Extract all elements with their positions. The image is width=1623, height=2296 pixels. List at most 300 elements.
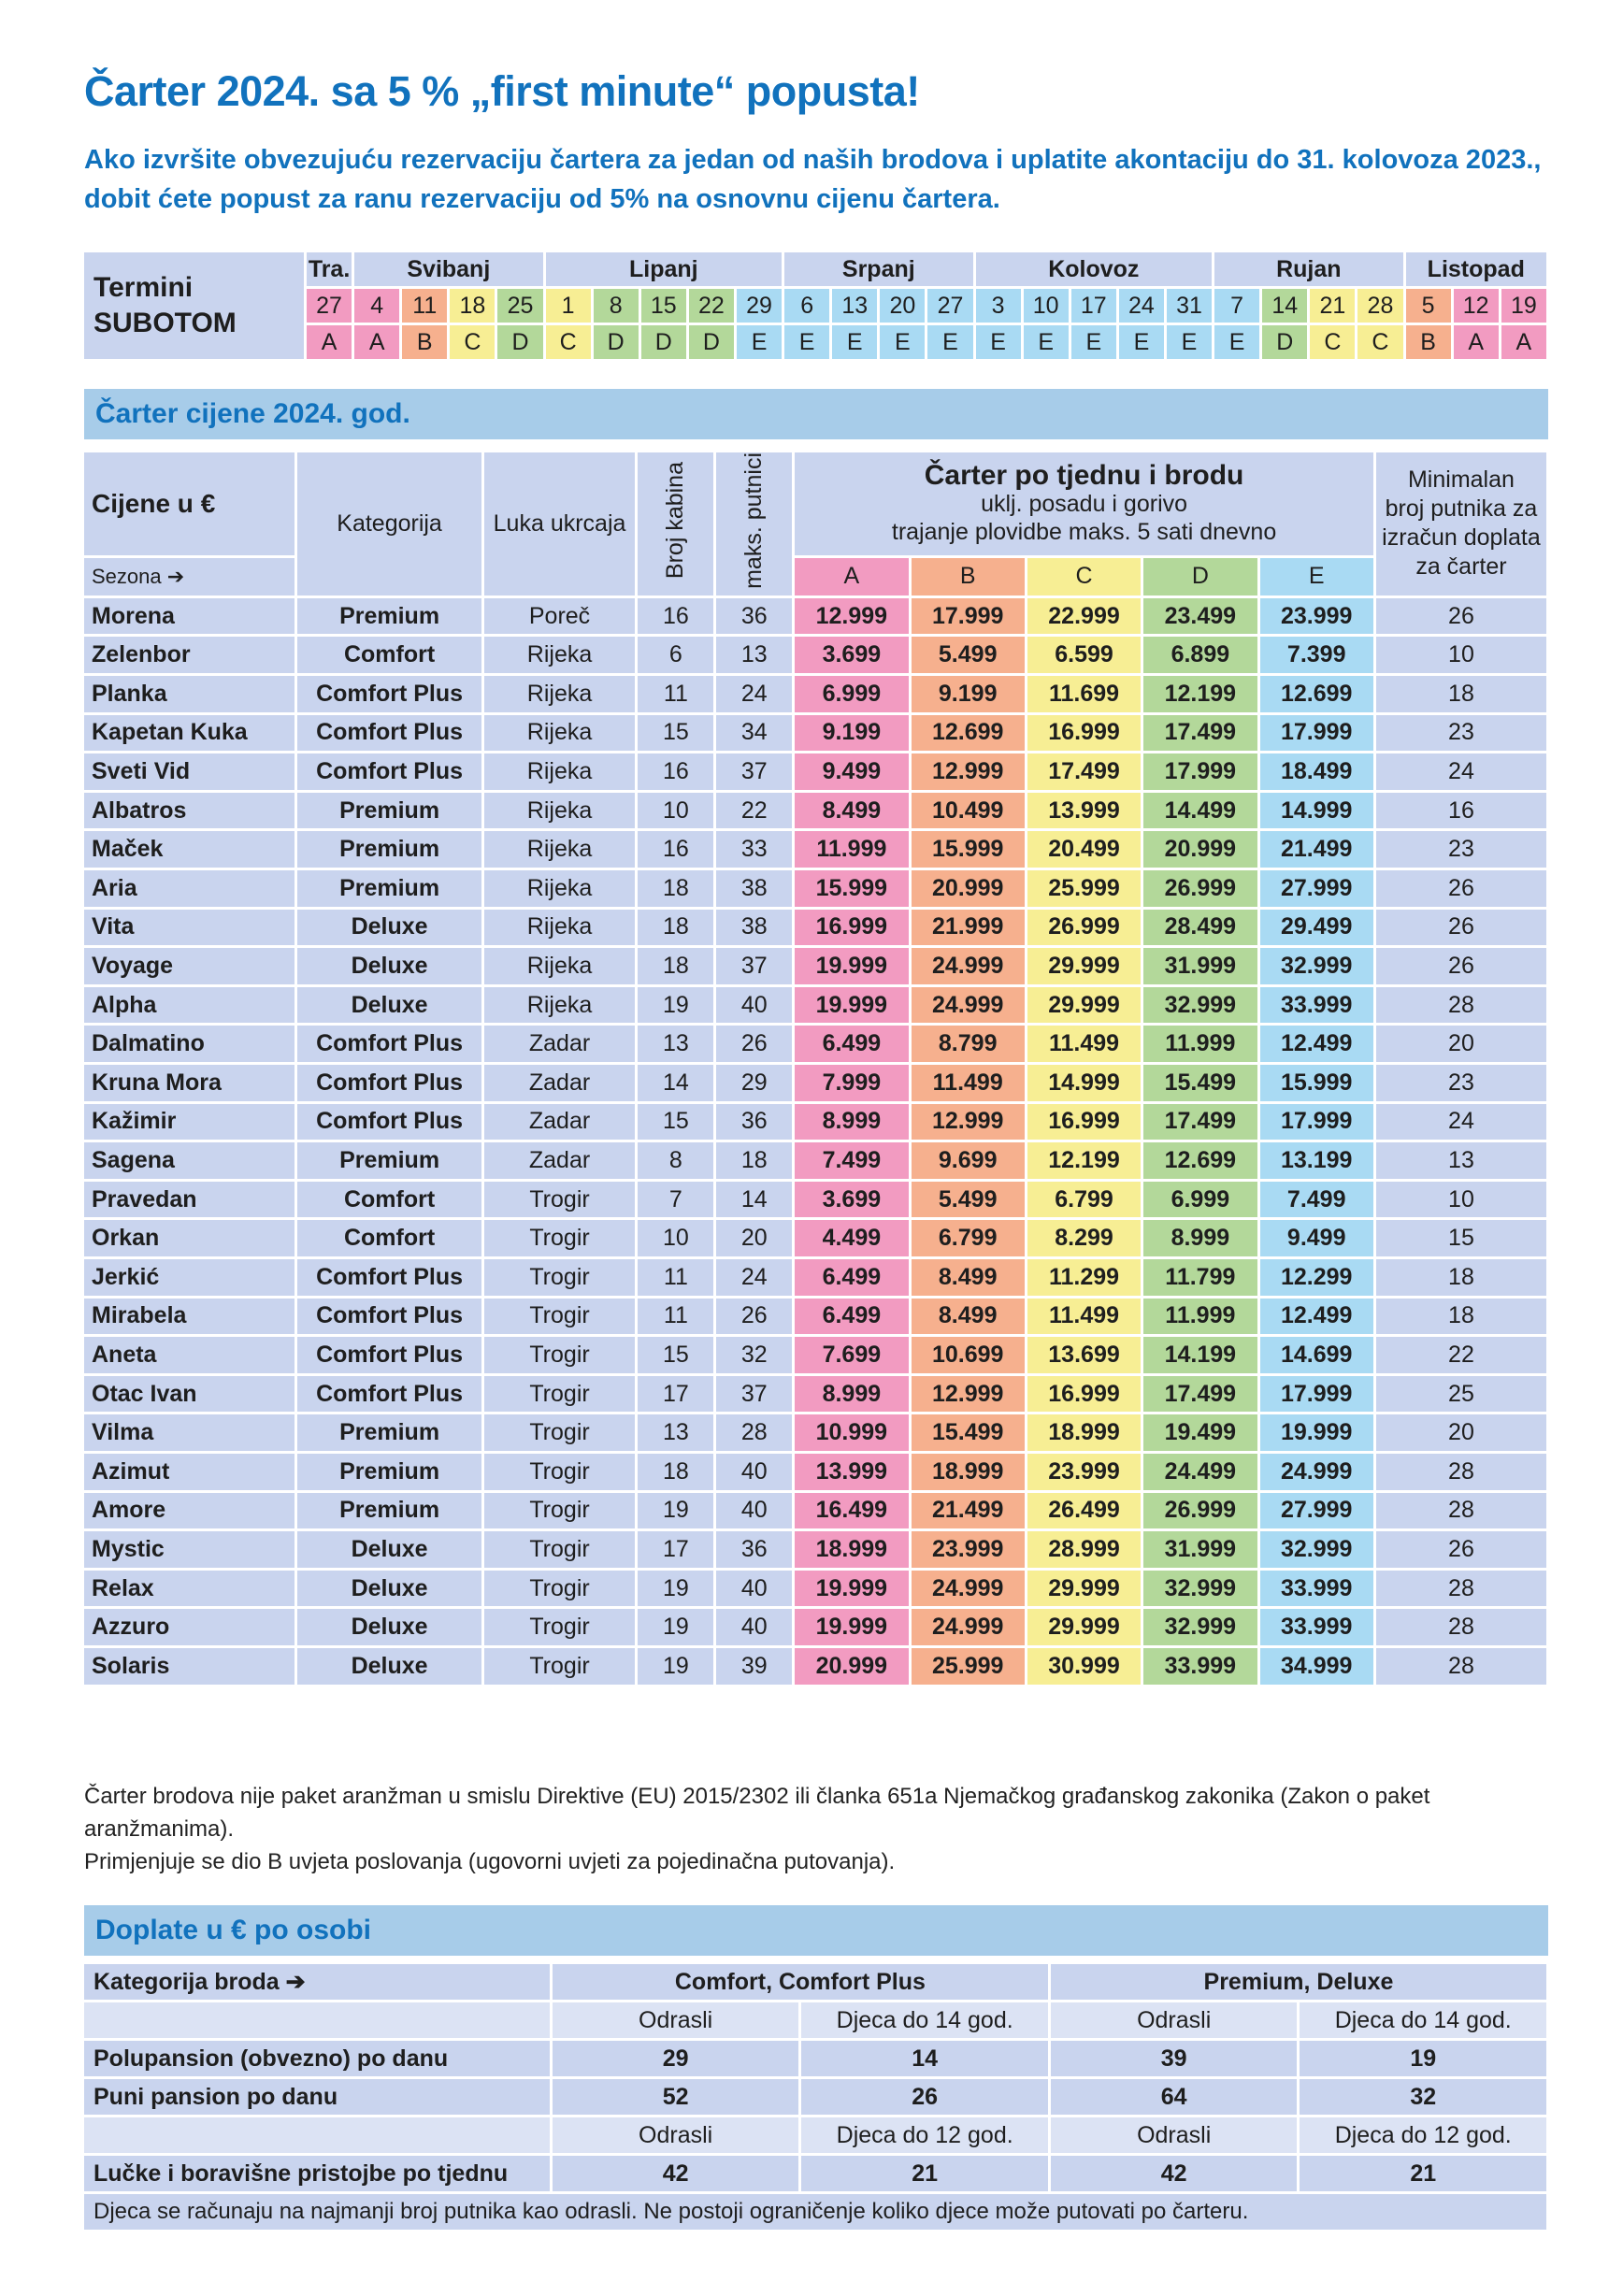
schedule-date: 15	[641, 289, 686, 323]
price-season-b: 6.799	[912, 1220, 1025, 1256]
boat-cabins: 8	[638, 1142, 713, 1179]
boat-port: Rijeka	[484, 793, 636, 829]
min-line1: Minimalan	[1407, 466, 1515, 494]
table-row	[84, 1337, 1546, 1373]
table-row	[84, 793, 1546, 829]
schedule-season: B	[402, 325, 447, 359]
boat-max-passengers: 40	[716, 1454, 792, 1490]
boat-max-passengers: 22	[716, 793, 792, 829]
price-season-a: 10.999	[795, 1414, 908, 1451]
boat-max-passengers: 36	[716, 1104, 792, 1141]
schedule-date: 13	[832, 289, 877, 323]
price-season-a: 15.999	[795, 870, 908, 907]
price-season-c: 11.699	[1027, 676, 1141, 712]
price-season-a: 20.999	[795, 1648, 908, 1685]
boat-cabins: 10	[638, 793, 713, 829]
boat-cabins: 18	[638, 948, 713, 984]
schedule-season: C	[1310, 325, 1355, 359]
price-season-e: 32.999	[1260, 1531, 1373, 1568]
boat-cabins: 16	[638, 753, 713, 790]
price-season-d: 12.199	[1143, 676, 1257, 712]
kabine-header: Broj kabina	[638, 452, 713, 596]
price-season-a: 6.499	[795, 1026, 908, 1062]
price-season-c: 18.999	[1027, 1414, 1141, 1451]
boat-min-passengers: 18	[1376, 1259, 1546, 1296]
boat-max-passengers: 28	[716, 1414, 792, 1451]
price-season-b: 24.999	[912, 948, 1025, 984]
schedule-date: 8	[594, 289, 639, 323]
price-season-a: 12.999	[795, 598, 908, 635]
table-row	[84, 1259, 1546, 1296]
boat-cabins: 18	[638, 910, 713, 946]
schedule-season: E	[976, 325, 1021, 359]
price-season-e: 12.299	[1260, 1259, 1373, 1296]
price-season-b: 17.999	[912, 598, 1025, 635]
boat-port: Zadar	[484, 1026, 636, 1062]
price-season-a: 18.999	[795, 1531, 908, 1568]
boat-cabins: 10	[638, 1220, 713, 1256]
price-season-e: 18.499	[1260, 753, 1373, 790]
boat-max-passengers: 40	[716, 1571, 792, 1607]
boat-category: Comfort	[297, 1182, 481, 1218]
price-season-b: 8.499	[912, 1259, 1025, 1296]
season-header-a: A	[795, 558, 908, 596]
boat-max-passengers: 26	[716, 1026, 792, 1062]
boat-category: Premium	[297, 1142, 481, 1179]
boat-category: Deluxe	[297, 987, 481, 1024]
schedule-season: C	[450, 325, 495, 359]
price-season-a: 3.699	[795, 1182, 908, 1218]
boat-max-passengers: 24	[716, 1259, 792, 1296]
price-season-d: 14.199	[1143, 1337, 1257, 1373]
schedule-date: 19	[1501, 289, 1546, 323]
price-season-b: 8.799	[912, 1026, 1025, 1062]
price-season-e: 12.499	[1260, 1299, 1373, 1335]
luka-header: Luka ukrcaja	[484, 452, 636, 596]
boat-port: Trogir	[484, 1648, 636, 1685]
boat-max-passengers: 40	[716, 987, 792, 1024]
table-row	[84, 753, 1546, 790]
boat-min-passengers: 15	[1376, 1220, 1546, 1256]
termini-line1: Termini	[93, 272, 194, 303]
price-season-d: 8.999	[1143, 1220, 1257, 1256]
price-season-c: 16.999	[1027, 1376, 1141, 1413]
boat-name: Orkan	[84, 1220, 294, 1256]
price-season-c: 20.499	[1027, 831, 1141, 868]
schedule-date: 31	[1167, 289, 1212, 323]
price-season-d: 17.499	[1143, 1376, 1257, 1413]
price-season-a: 8.499	[795, 793, 908, 829]
boat-category: Comfort Plus	[297, 1065, 481, 1101]
boat-port: Rijeka	[484, 676, 636, 712]
price-season-b: 25.999	[912, 1648, 1025, 1685]
schedule-season: A	[1501, 325, 1546, 359]
boat-cabins: 16	[638, 598, 713, 635]
table-row	[84, 1376, 1546, 1413]
table-row	[84, 676, 1546, 712]
boat-cabins: 19	[638, 1571, 713, 1607]
price-season-e: 27.999	[1260, 1493, 1373, 1529]
schedule-season: E	[880, 325, 925, 359]
price-season-b: 15.499	[912, 1414, 1025, 1451]
month-header: Srpanj	[784, 252, 972, 286]
price-season-b: 12.999	[912, 1104, 1025, 1141]
price-season-c: 13.999	[1027, 793, 1141, 829]
table-row	[84, 948, 1546, 984]
schedule-date: 27	[307, 289, 352, 323]
price-season-d: 26.999	[1143, 870, 1257, 907]
boat-name: Zelenbor	[84, 637, 294, 673]
price-season-d: 6.999	[1143, 1182, 1257, 1218]
table-row	[84, 1531, 1546, 1568]
price-season-d: 26.999	[1143, 1493, 1257, 1529]
sub-header: Odrasli	[1051, 2117, 1298, 2153]
price-season-a: 6.499	[795, 1299, 908, 1335]
price-season-c: 30.999	[1027, 1648, 1141, 1685]
legal-note-line1: Čarter brodova nije paket aranžman u smislu Direktive (EU) 2015/2302 ili članka 651a Njemačkog građanskog zakonika (Zakon o paket aranžmanima).	[84, 1784, 1430, 1842]
price-season-e: 9.499	[1260, 1220, 1373, 1256]
boat-name: Kapetan Kuka	[84, 715, 294, 752]
price-season-e: 32.999	[1260, 948, 1373, 984]
price-season-a: 6.499	[795, 1259, 908, 1296]
boat-max-passengers: 36	[716, 1531, 792, 1568]
boat-max-passengers: 36	[716, 598, 792, 635]
price-season-a: 16.499	[795, 1493, 908, 1529]
schedule-season: E	[1119, 325, 1164, 359]
price-season-b: 10.699	[912, 1337, 1025, 1373]
charter-sub1: uklj. posadu i gorivo	[981, 490, 1188, 517]
boat-category: Premium	[297, 598, 481, 635]
table-row	[84, 1414, 1546, 1451]
price-season-b: 9.699	[912, 1142, 1025, 1179]
boat-category: Comfort Plus	[297, 1299, 481, 1335]
price-season-b: 5.499	[912, 637, 1025, 673]
empty-cell	[84, 2002, 550, 2038]
price-season-d: 28.499	[1143, 910, 1257, 946]
boat-port: Rijeka	[484, 715, 636, 752]
price-season-e: 17.999	[1260, 1104, 1373, 1141]
boat-cabins: 6	[638, 637, 713, 673]
extras-section-title: Doplate u € po osobi	[84, 1905, 1548, 1956]
boat-category: Comfort Plus	[297, 715, 481, 752]
price-season-c: 6.599	[1027, 637, 1141, 673]
intro-text: Ako izvršite obvezujuću rezervaciju čartera za jedan od naših brodova i uplatite akontaciju do 31. kolovoza 2023., dobit ćete popust za ranu rezervaciju od 5% na osnovnu cijenu čartera.	[84, 145, 1542, 214]
price-season-a: 11.999	[795, 831, 908, 868]
price-season-d: 19.499	[1143, 1414, 1257, 1451]
boat-port: Trogir	[484, 1414, 636, 1451]
sub-header: Odrasli	[553, 2117, 799, 2153]
price-season-d: 11.799	[1143, 1259, 1257, 1296]
boat-category: Comfort	[297, 637, 481, 673]
price-season-b: 12.699	[912, 715, 1025, 752]
schedule-season: E	[737, 325, 782, 359]
boat-cabins: 15	[638, 1337, 713, 1373]
boat-name: Azzuro	[84, 1609, 294, 1645]
schedule-date: 18	[450, 289, 495, 323]
boat-min-passengers: 23	[1376, 831, 1546, 868]
price-season-d: 23.499	[1143, 598, 1257, 635]
price-season-c: 16.999	[1027, 1104, 1141, 1141]
price-season-b: 9.199	[912, 676, 1025, 712]
price-season-a: 3.699	[795, 637, 908, 673]
table-row	[84, 831, 1546, 868]
schedule-date: 28	[1357, 289, 1402, 323]
price-season-c: 29.999	[1027, 987, 1141, 1024]
table-row	[84, 1648, 1546, 1685]
price-season-a: 9.499	[795, 753, 908, 790]
sezona-header: Sezona ➔	[84, 558, 294, 596]
price-season-b: 8.499	[912, 1299, 1025, 1335]
extras-table	[81, 1961, 1549, 2232]
boat-name: Mystic	[84, 1531, 294, 1568]
boat-name: Aria	[84, 870, 294, 907]
boat-cabins: 18	[638, 870, 713, 907]
price-season-e: 7.499	[1260, 1182, 1373, 1218]
boat-category: Deluxe	[297, 1531, 481, 1568]
legal-note	[84, 1780, 1552, 1878]
sub-header: Djeca do 14 god.	[801, 2002, 1048, 2038]
season-header-d: D	[1143, 558, 1257, 596]
boat-min-passengers: 22	[1376, 1337, 1546, 1373]
price-season-c: 8.299	[1027, 1220, 1141, 1256]
boat-min-passengers: 28	[1376, 1454, 1546, 1490]
termini-line2: SUBOTOM	[93, 308, 237, 338]
putnici-header: maks. putnici	[716, 452, 792, 596]
half-board-value: 19	[1300, 2041, 1546, 2076]
price-season-d: 11.999	[1143, 1299, 1257, 1335]
boat-port: Trogir	[484, 1454, 636, 1490]
price-season-b: 21.999	[912, 910, 1025, 946]
boat-port: Trogir	[484, 1259, 636, 1296]
boat-category: Premium	[297, 793, 481, 829]
sub-header: Djeca do 12 god.	[1300, 2117, 1546, 2153]
price-season-d: 32.999	[1143, 1609, 1257, 1645]
boat-min-passengers: 24	[1376, 753, 1546, 790]
schedule-date: 11	[402, 289, 447, 323]
boat-min-passengers: 28	[1376, 987, 1546, 1024]
price-season-a: 8.999	[795, 1376, 908, 1413]
price-season-d: 15.499	[1143, 1065, 1257, 1101]
termini-label	[84, 252, 304, 359]
kategorija-header: Kategorija	[297, 452, 481, 596]
boat-port: Rijeka	[484, 987, 636, 1024]
price-season-b: 24.999	[912, 1571, 1025, 1607]
price-season-a: 8.999	[795, 1104, 908, 1141]
boat-port: Trogir	[484, 1531, 636, 1568]
boat-cabins: 16	[638, 831, 713, 868]
fees-value: 42	[553, 2156, 799, 2191]
boat-name: Morena	[84, 598, 294, 635]
table-row	[84, 598, 1546, 635]
month-header: Rujan	[1214, 252, 1402, 286]
schedule-date: 6	[784, 289, 829, 323]
price-season-e: 13.199	[1260, 1142, 1373, 1179]
boat-name: Amore	[84, 1493, 294, 1529]
price-season-c: 26.999	[1027, 910, 1141, 946]
boat-min-passengers: 13	[1376, 1142, 1546, 1179]
price-season-e: 14.699	[1260, 1337, 1373, 1373]
price-season-e: 33.999	[1260, 1609, 1373, 1645]
fees-label: Lučke i boravišne pristojbe po tjednu	[84, 2156, 550, 2191]
price-season-c: 28.999	[1027, 1531, 1141, 1568]
boat-min-passengers: 20	[1376, 1414, 1546, 1451]
schedule-date: 7	[1214, 289, 1259, 323]
schedule-date: 29	[737, 289, 782, 323]
schedule-season: B	[1406, 325, 1451, 359]
schedule-season: E	[784, 325, 829, 359]
schedule-table	[81, 250, 1549, 362]
schedule-date: 27	[927, 289, 972, 323]
table-row	[84, 1571, 1546, 1607]
charter-header	[795, 452, 1373, 555]
boat-max-passengers: 37	[716, 948, 792, 984]
price-season-c: 11.499	[1027, 1299, 1141, 1335]
boat-max-passengers: 37	[716, 1376, 792, 1413]
boat-min-passengers: 28	[1376, 1609, 1546, 1645]
price-season-e: 27.999	[1260, 870, 1373, 907]
boat-cabins: 11	[638, 676, 713, 712]
schedule-season: E	[1214, 325, 1259, 359]
price-season-b: 21.499	[912, 1493, 1025, 1529]
boat-category: Deluxe	[297, 910, 481, 946]
schedule-date: 5	[1406, 289, 1451, 323]
price-season-c: 25.999	[1027, 870, 1141, 907]
price-season-a: 7.999	[795, 1065, 908, 1101]
schedule-season: C	[546, 325, 591, 359]
table-row	[84, 1104, 1546, 1141]
price-season-c: 29.999	[1027, 948, 1141, 984]
charter-title: Čarter po tjednu i brodu	[924, 459, 1244, 491]
boat-cabins: 15	[638, 1104, 713, 1141]
schedule-date: 3	[976, 289, 1021, 323]
boat-port: Trogir	[484, 1299, 636, 1335]
boat-min-passengers: 23	[1376, 715, 1546, 752]
table-row	[84, 1493, 1546, 1529]
price-season-d: 24.499	[1143, 1454, 1257, 1490]
price-season-e: 17.999	[1260, 1376, 1373, 1413]
price-season-e: 17.999	[1260, 715, 1373, 752]
boat-max-passengers: 34	[716, 715, 792, 752]
boat-name: Sveti Vid	[84, 753, 294, 790]
price-season-b: 23.999	[912, 1531, 1025, 1568]
schedule-date: 12	[1454, 289, 1499, 323]
schedule-season: E	[1071, 325, 1116, 359]
page-title: Čarter 2024. sa 5 % „first minute“ popusta!	[84, 67, 920, 115]
boat-name: Solaris	[84, 1648, 294, 1685]
legal-note-line2: Primjenjuje se dio B uvjeta poslovanja (ugovorni uvjeti za pojedinačna putovanja).	[84, 1849, 896, 1874]
boat-max-passengers: 20	[716, 1220, 792, 1256]
boat-max-passengers: 14	[716, 1182, 792, 1218]
boat-name: Planka	[84, 676, 294, 712]
boat-port: Trogir	[484, 1609, 636, 1645]
price-season-d: 17.499	[1143, 715, 1257, 752]
boat-port: Poreč	[484, 598, 636, 635]
group-premium: Premium, Deluxe	[1051, 1964, 1546, 2000]
sub-header: Djeca do 14 god.	[1300, 2002, 1546, 2038]
price-season-e: 23.999	[1260, 598, 1373, 635]
boat-category: Comfort Plus	[297, 676, 481, 712]
schedule-date: 24	[1119, 289, 1164, 323]
table-row	[84, 987, 1546, 1024]
season-header-b: B	[912, 558, 1025, 596]
boat-max-passengers: 24	[716, 676, 792, 712]
price-season-a: 9.199	[795, 715, 908, 752]
boat-max-passengers: 29	[716, 1065, 792, 1101]
min-line2: broj putnika za	[1385, 495, 1538, 523]
boat-min-passengers: 23	[1376, 1065, 1546, 1101]
extras-footnote: Djeca se računaju na najmanji broj putnika kao odrasli. Ne postoji ograničenje koliko djece može putovati po čarteru.	[84, 2194, 1546, 2230]
price-season-a: 19.999	[795, 1609, 908, 1645]
boat-category: Deluxe	[297, 1648, 481, 1685]
boat-name: Vilma	[84, 1414, 294, 1451]
price-season-e: 15.999	[1260, 1065, 1373, 1101]
schedule-date: 1	[546, 289, 591, 323]
price-season-c: 17.499	[1027, 753, 1141, 790]
boat-min-passengers: 28	[1376, 1493, 1546, 1529]
schedule-date: 22	[689, 289, 734, 323]
price-season-c: 11.299	[1027, 1259, 1141, 1296]
price-season-c: 13.699	[1027, 1337, 1141, 1373]
price-season-a: 19.999	[795, 987, 908, 1024]
schedule-season: E	[832, 325, 877, 359]
schedule-season: E	[1024, 325, 1069, 359]
price-season-e: 34.999	[1260, 1648, 1373, 1685]
boat-min-passengers: 26	[1376, 870, 1546, 907]
boat-cabins: 13	[638, 1414, 713, 1451]
schedule-date: 20	[880, 289, 925, 323]
price-season-a: 4.499	[795, 1220, 908, 1256]
price-season-c: 23.999	[1027, 1454, 1141, 1490]
price-season-c: 6.799	[1027, 1182, 1141, 1218]
month-header: Tra.	[307, 252, 352, 286]
price-season-b: 24.999	[912, 987, 1025, 1024]
table-row	[84, 1142, 1546, 1179]
boat-max-passengers: 13	[716, 637, 792, 673]
table-row	[84, 1609, 1546, 1645]
fees-value: 42	[1051, 2156, 1298, 2191]
boat-port: Rijeka	[484, 831, 636, 868]
full-board-value: 26	[801, 2079, 1048, 2115]
boat-min-passengers: 16	[1376, 793, 1546, 829]
half-board-value: 29	[553, 2041, 799, 2076]
boat-name: Kažimir	[84, 1104, 294, 1141]
schedule-season: D	[641, 325, 686, 359]
schedule-season: A	[307, 325, 352, 359]
sub-header: Odrasli	[553, 2002, 799, 2038]
boat-category: Deluxe	[297, 1571, 481, 1607]
boat-port: Rijeka	[484, 948, 636, 984]
boat-category: Premium	[297, 1454, 481, 1490]
boat-min-passengers: 24	[1376, 1104, 1546, 1141]
boat-min-passengers: 28	[1376, 1648, 1546, 1685]
price-season-d: 11.999	[1143, 1026, 1257, 1062]
price-season-d: 17.499	[1143, 1104, 1257, 1141]
schedule-season: D	[497, 325, 542, 359]
boat-port: Trogir	[484, 1376, 636, 1413]
min-line4: za čarter	[1415, 553, 1507, 581]
prices-section-title: Čarter cijene 2024. god.	[84, 389, 1548, 439]
price-season-d: 32.999	[1143, 987, 1257, 1024]
cijene-header: Cijene u €	[84, 452, 294, 555]
boat-category: Comfort Plus	[297, 1259, 481, 1296]
price-season-e: 33.999	[1260, 1571, 1373, 1607]
month-header: Listopad	[1406, 252, 1546, 286]
schedule-season: E	[1167, 325, 1212, 359]
boat-name: Azimut	[84, 1454, 294, 1490]
boat-min-passengers: 26	[1376, 910, 1546, 946]
boat-max-passengers: 38	[716, 870, 792, 907]
price-season-a: 19.999	[795, 1571, 908, 1607]
